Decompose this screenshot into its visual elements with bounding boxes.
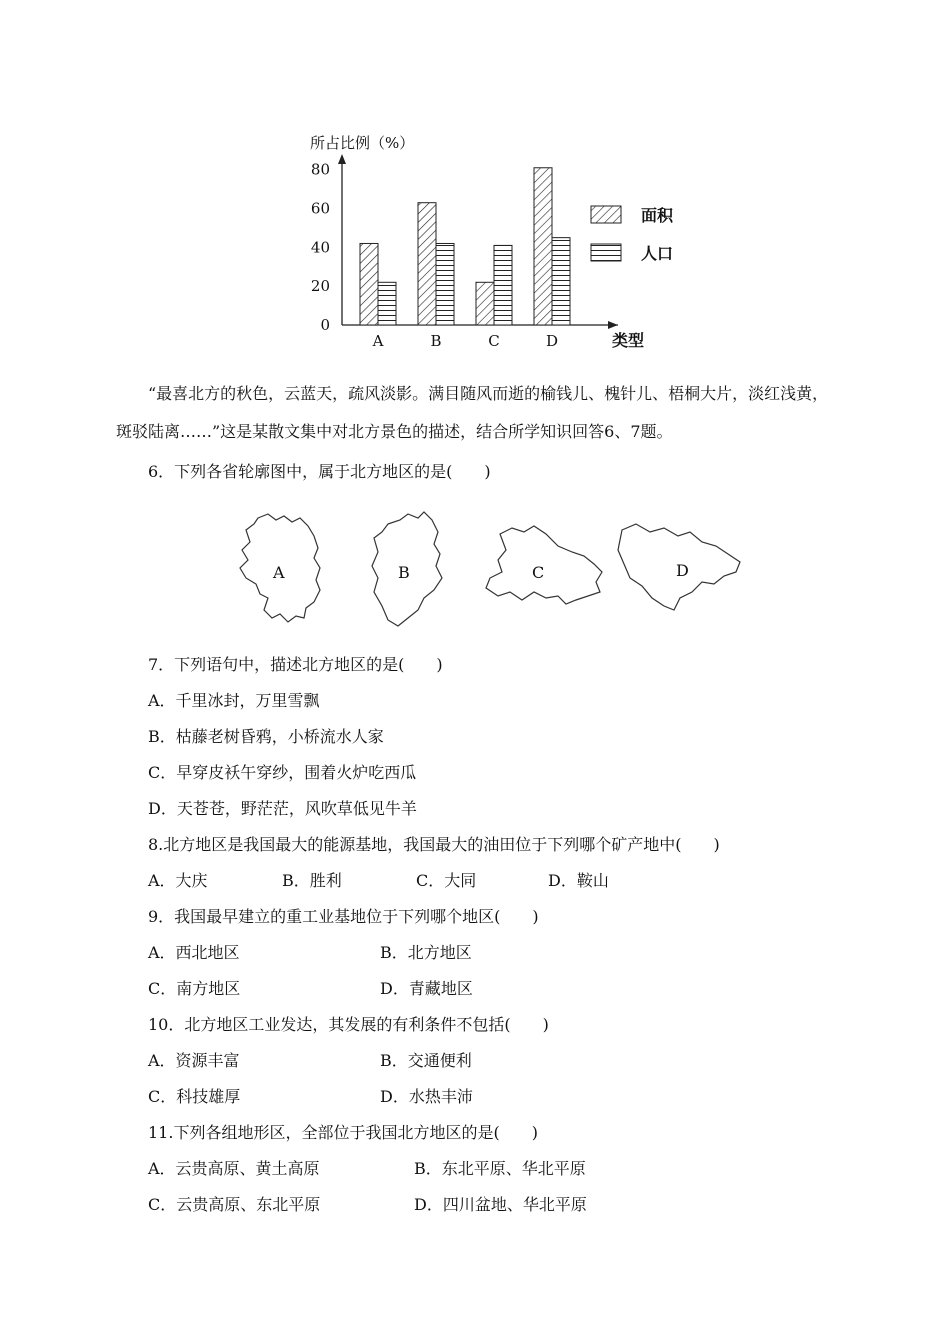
question-7-option-d[interactable]: D．天苍苍，野茫茫，风吹草低见牛羊: [148, 799, 417, 818]
legend-label-area: 面积: [641, 206, 674, 225]
question-10-option-c[interactable]: C．科技雄厚: [148, 1087, 241, 1106]
question-9-option-c[interactable]: C．南方地区: [148, 979, 241, 998]
x-tick-label: B: [430, 332, 442, 350]
y-tick-label: 0: [320, 316, 330, 334]
question-8-option-d[interactable]: D．鞍山: [548, 871, 609, 890]
bar-b-population: [436, 243, 454, 325]
reading-passage: “最喜北方的秋色，云蓝天，疏风淡影。满目随风而逝的榆钱儿、槐针儿、梧桐大片，淡红浅黄，斑驳陆离……”这是某散文集中对北方景色的描述，结合所学知识回答6、7题。: [116, 384, 829, 441]
x-tick-label: C: [488, 332, 500, 350]
x-axis-arrow: [608, 321, 618, 329]
question-8-option-a[interactable]: A．大庆: [148, 871, 208, 890]
map-label-b: B: [398, 563, 410, 582]
question-7-stem: 7．下列语句中，描述北方地区的是( ): [148, 655, 443, 674]
bar-d-population: [552, 238, 570, 325]
question-7-option-a[interactable]: A．千里冰封，万里雪飘: [148, 691, 320, 710]
province-map-a: [240, 514, 320, 622]
question-8-option-b[interactable]: B．胜利: [282, 871, 342, 890]
province-map-d: [618, 524, 740, 610]
y-tick-label: 20: [310, 277, 330, 296]
question-11-option-b[interactable]: B．东北平原、华北平原: [414, 1159, 586, 1178]
chart-bars: [360, 168, 570, 325]
legend-swatch-area: [591, 206, 621, 223]
y-tick-label: 60: [310, 199, 330, 218]
question-7-option-b[interactable]: B．枯藤老树昏鸦，小桥流水人家: [148, 727, 384, 746]
bar-b-area: [418, 203, 436, 325]
bar-a-area: [360, 243, 378, 325]
y-tick-label: 40: [310, 238, 330, 257]
y-axis-arrow: [338, 154, 346, 164]
province-outline-maps: [228, 506, 758, 636]
question-11-option-c[interactable]: C．云贵高原、东北平原: [148, 1195, 321, 1214]
x-tick-label: D: [545, 332, 559, 350]
map-label-d: D: [676, 561, 689, 580]
question-10-option-b[interactable]: B．交通便利: [380, 1051, 472, 1070]
bar-a-population: [378, 282, 396, 325]
question-7-option-c[interactable]: C．早穿皮袄午穿纱，围着火炉吃西瓜: [148, 763, 417, 782]
x-tick-label: A: [372, 332, 384, 350]
x-axis-label: 类型: [612, 331, 645, 350]
question-11-option-d[interactable]: D．四川盆地、华北平原: [414, 1195, 587, 1214]
question-10-option-d[interactable]: D．水热丰沛: [380, 1087, 473, 1106]
bar-c-area: [476, 282, 494, 325]
bar-chart: [300, 128, 674, 358]
question-11-option-a[interactable]: A．云贵高原、黄土高原: [148, 1159, 320, 1178]
question-11-stem: 11.下列各组地形区，全部位于我国北方地区的是( ): [148, 1123, 538, 1142]
legend-label-population: 人口: [641, 244, 674, 263]
question-6-stem: 6．下列各省轮廓图中，属于北方地区的是( ): [148, 462, 491, 481]
question-10-option-a[interactable]: A．资源丰富: [148, 1051, 240, 1070]
y-axis-label: 所占比例（%）: [310, 134, 415, 152]
legend-swatch-population: [591, 244, 621, 261]
chart-legend: [591, 206, 674, 263]
question-9-stem: 9．我国最早建立的重工业基地位于下列哪个地区( ): [148, 907, 539, 926]
question-9-option-d[interactable]: D．青藏地区: [380, 979, 473, 998]
y-tick-label: 80: [310, 160, 330, 179]
question-8-stem: 8.北方地区是我国最大的能源基地，我国最大的油田位于下列哪个矿产地中( ): [148, 835, 720, 854]
bar-c-population: [494, 245, 512, 325]
bar-d-area: [534, 168, 552, 325]
question-9-option-b[interactable]: B．北方地区: [380, 943, 472, 962]
province-map-c: [486, 526, 602, 604]
question-8-option-c[interactable]: C．大同: [416, 871, 477, 890]
question-9-option-a[interactable]: A．西北地区: [148, 943, 240, 962]
x-tick-labels: [372, 332, 558, 350]
y-tick-labels: [311, 161, 330, 334]
map-label-a: A: [273, 563, 285, 582]
map-label-c: C: [532, 563, 545, 582]
province-map-b: [372, 512, 442, 626]
question-10-stem: 10．北方地区工业发达，其发展的有利条件不包括( ): [148, 1015, 549, 1034]
